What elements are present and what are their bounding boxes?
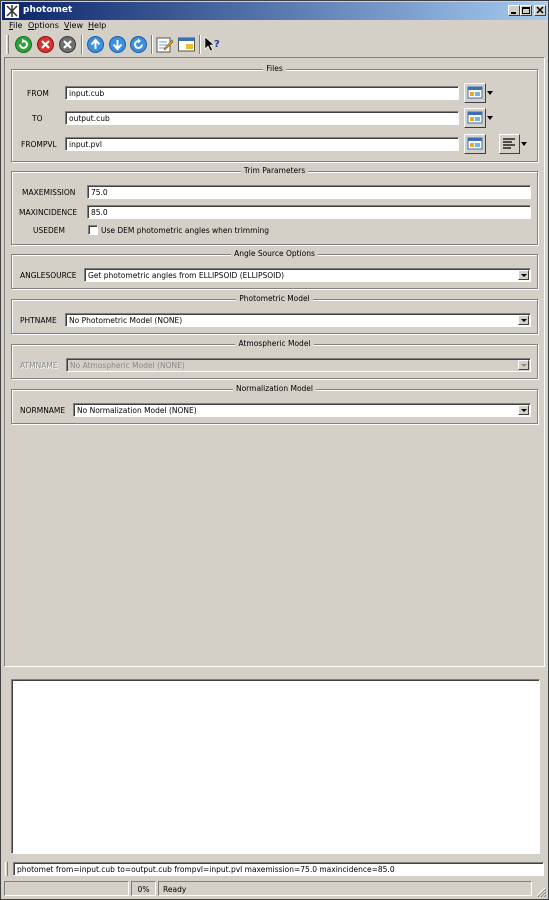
menu-options[interactable]: Options xyxy=(28,21,59,30)
run-icon[interactable] xyxy=(14,35,33,54)
stop-icon[interactable] xyxy=(36,35,55,54)
toolbar-grip[interactable] xyxy=(6,35,9,54)
whats-this-icon[interactable] xyxy=(203,35,222,54)
photometric-group-title: Photometric Model xyxy=(236,294,312,303)
from-label: FROM xyxy=(27,89,49,98)
normalization-group-title: Normalization Model xyxy=(233,384,316,393)
phtname-selected-value: No Photometric Model (NONE) xyxy=(69,316,183,325)
command-line-grip[interactable] xyxy=(5,862,8,876)
status-message: Ready xyxy=(158,881,532,896)
photometric-model-group xyxy=(11,294,538,334)
edit-pvl-icon[interactable] xyxy=(155,35,174,54)
from-history-dropdown[interactable] xyxy=(486,83,495,103)
toolbar-separator xyxy=(199,35,201,54)
anglesource-selected-value: Get photometric angles from ELLIPSOID (ELLIPSOID) xyxy=(88,271,285,280)
command-line-field[interactable]: photomet from=input.cub to=output.cub frompvl=input.pvl maxemission=75.0 maxincidence=85.0 xyxy=(13,862,544,876)
previous-history-icon[interactable] xyxy=(86,35,105,54)
minimize-button[interactable] xyxy=(508,5,520,16)
normalization-model-group xyxy=(11,384,538,424)
frompvl-view-dropdown[interactable] xyxy=(520,134,529,154)
panel-splitter[interactable] xyxy=(2,669,547,673)
maxincidence-label: MAXINCIDENCE xyxy=(19,208,78,217)
toolbar-separator xyxy=(151,35,153,54)
files-group xyxy=(11,64,538,162)
menu-view[interactable]: View xyxy=(64,21,83,30)
title-bar[interactable] xyxy=(2,2,547,20)
files-group-title: Files xyxy=(263,64,285,73)
progress-indicator: 0% xyxy=(131,881,156,896)
frompvl-input[interactable]: input.pvl xyxy=(65,137,459,151)
svg-text:?: ? xyxy=(214,39,220,50)
anglesource-dropdown-button[interactable] xyxy=(518,270,529,280)
phtname-select[interactable] xyxy=(65,313,531,327)
chevron-down-icon xyxy=(521,409,527,412)
usedem-checkbox[interactable] xyxy=(88,225,98,235)
frompvl-view-button[interactable] xyxy=(499,134,520,154)
chevron-down-icon xyxy=(521,364,527,367)
toolbar xyxy=(2,32,547,56)
angle-source-group xyxy=(11,249,538,289)
file-browse-icon xyxy=(465,109,485,127)
normname-selected-value: No Normalization Model (NONE) xyxy=(77,406,197,415)
maximize-button[interactable] xyxy=(520,5,532,16)
next-history-icon[interactable] xyxy=(108,35,127,54)
usedem-label: USEDEM xyxy=(33,226,65,235)
phtname-label: PHTNAME xyxy=(20,316,57,325)
chevron-down-icon xyxy=(521,319,527,322)
atmname-selected-value: No Atmospheric Model (NONE) xyxy=(70,361,185,370)
status-left-cell xyxy=(4,881,129,896)
from-browse-button[interactable] xyxy=(464,83,486,103)
usedem-description[interactable]: Use DEM photometric angles when trimming xyxy=(101,226,269,235)
file-browse-icon xyxy=(465,135,485,153)
angle-group-title: Angle Source Options xyxy=(231,249,318,258)
to-history-dropdown[interactable] xyxy=(486,108,495,128)
close-icon xyxy=(535,6,545,15)
maxincidence-input[interactable]: 85.0 xyxy=(87,205,531,219)
file-browse-icon xyxy=(465,84,485,102)
chevron-down-icon xyxy=(521,274,527,277)
atmname-label: ATMNAME xyxy=(20,361,58,370)
toolbar-separator xyxy=(81,35,83,54)
maximize-icon xyxy=(521,6,531,15)
atmname-select xyxy=(66,358,531,372)
normname-dropdown-button[interactable] xyxy=(518,405,529,415)
resize-grip-icon[interactable] xyxy=(536,887,546,897)
from-input[interactable]: input.cub xyxy=(65,86,459,100)
anglesource-select[interactable] xyxy=(84,268,531,282)
chevron-down-icon xyxy=(487,91,493,95)
maxemission-input[interactable]: 75.0 xyxy=(87,185,531,199)
frompvl-browse-button[interactable] xyxy=(464,134,486,154)
maxemission-label: MAXEMISSION xyxy=(22,188,76,197)
phtname-dropdown-button[interactable] xyxy=(518,315,529,325)
normname-select[interactable] xyxy=(73,403,531,417)
atmospheric-group-title: Atmospheric Model xyxy=(235,339,313,348)
isis-app-icon xyxy=(5,4,19,18)
frompvl-label: FROMPVL xyxy=(21,140,57,149)
normname-label: NORMNAME xyxy=(20,406,66,415)
trim-parameters-group xyxy=(11,166,538,245)
reset-icon[interactable] xyxy=(129,35,148,54)
preview-icon[interactable] xyxy=(177,35,196,54)
menu-help[interactable]: Help xyxy=(88,21,107,30)
minimize-icon xyxy=(509,6,519,15)
exit-icon[interactable] xyxy=(58,35,77,54)
close-button[interactable] xyxy=(534,5,546,16)
menu-bar xyxy=(2,20,547,32)
menu-file[interactable]: File xyxy=(9,21,23,30)
window-title: photomet xyxy=(23,5,73,15)
text-align-icon xyxy=(500,135,519,153)
to-input[interactable]: output.cub xyxy=(65,111,459,125)
to-browse-button[interactable] xyxy=(464,108,486,128)
chevron-down-icon xyxy=(487,116,493,120)
trim-group-title: Trim Parameters xyxy=(241,166,308,175)
chevron-down-icon xyxy=(521,142,527,146)
atmname-dropdown-button xyxy=(518,360,529,370)
anglesource-label: ANGLESOURCE xyxy=(20,271,77,280)
log-output-pane[interactable] xyxy=(11,679,540,854)
to-label: TO xyxy=(32,114,43,123)
atmospheric-model-group xyxy=(11,339,538,379)
